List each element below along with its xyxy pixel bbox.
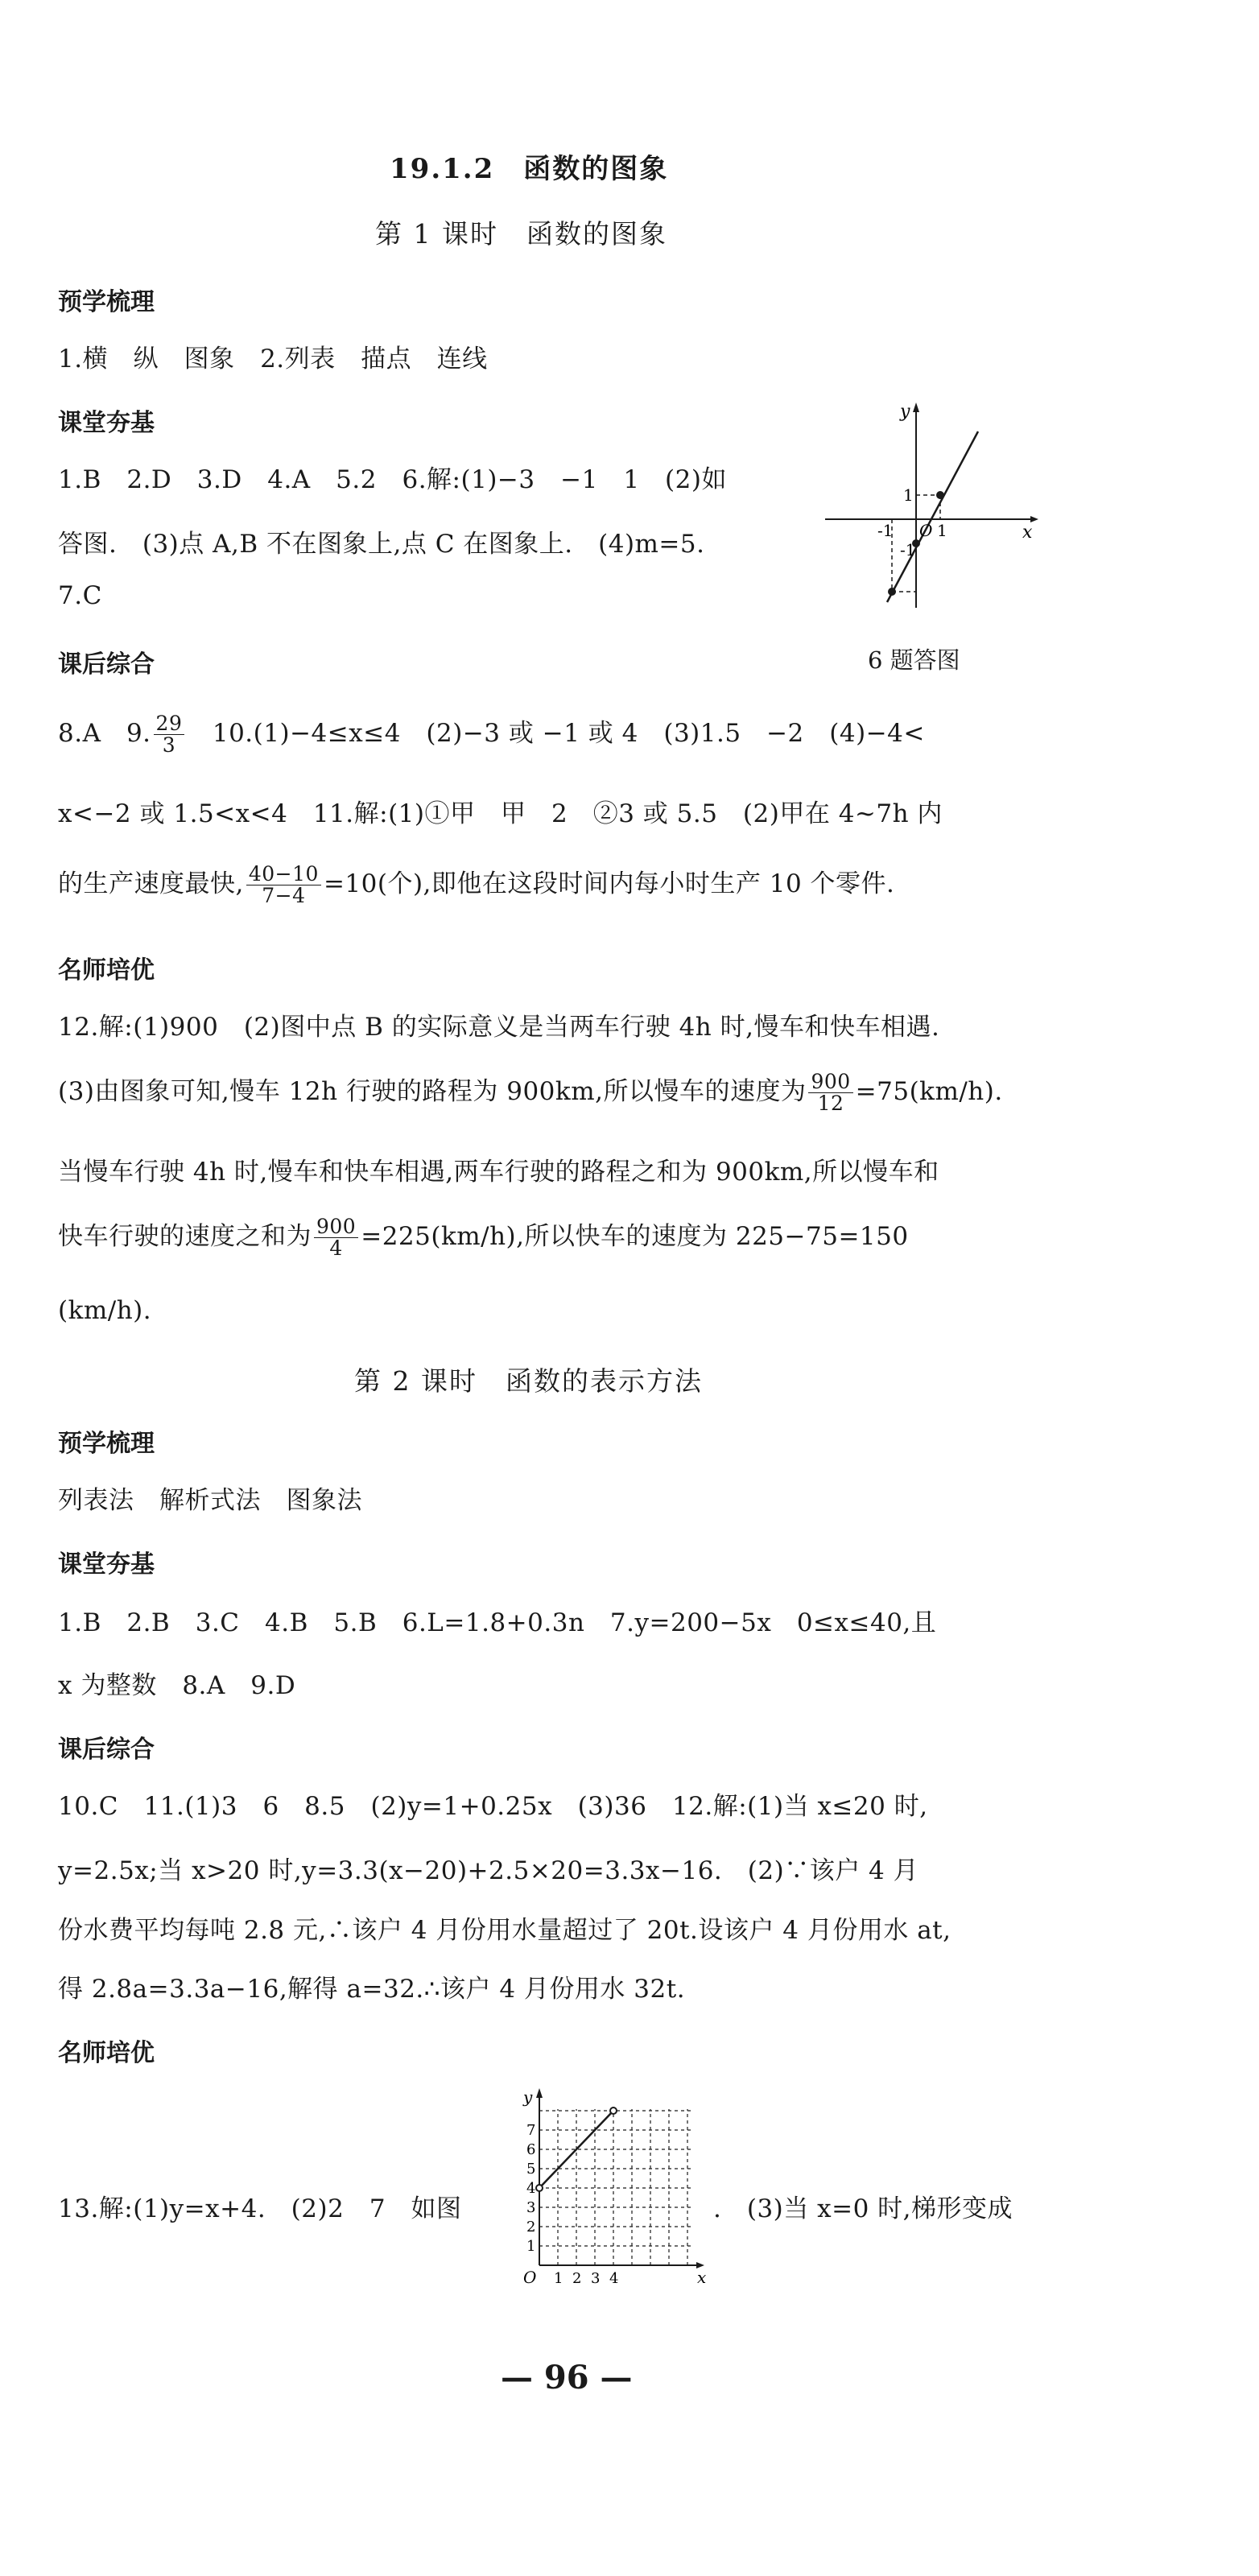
lesson-2-title: 第 2 课时 函数的表示方法 [354,1365,703,1397]
y-tick-label: 5 [526,2161,536,2178]
answer-line: x 为整数 8.A 9.D [58,1671,296,1700]
answer-line: 8.A 9. $\frac{29}{3}$ 10.(1)−4≤x≤4 (2)−3 或 −1 或 4 (3)1.5 −2 (4)−4< [58,711,925,757]
origin-label: O [919,521,933,540]
y-tick-label: 7 [526,2122,536,2139]
x-axis-label: x [697,2268,707,2286]
preview-answer: 1.横 纵 图象 2.列表 描点 连线 [58,345,488,374]
x-tick-label: 1 [554,2270,563,2286]
master-heading: 名师培优 [58,2039,155,2067]
x-tick-label: -1 [877,521,894,540]
fraction: $\frac{900}{4}$ [314,1216,358,1260]
x-tick-label: 4 [609,2270,619,2286]
origin-label: O [523,2268,537,2286]
answer-line: (km/h). [58,1296,152,1325]
y-tick-label: 4 [526,2180,536,2197]
answer-line: 1.B 2.D 3.D 4.A 5.2 6.解:(1)−3 −1 1 (2)如 [58,465,727,494]
preview-heading: 预学梳理 [58,1430,155,1458]
answer-line: 快车行驶的速度之和为 $\frac{900}{4}$ =225(km/h),所以快车的速度为 225−75=150 [58,1214,909,1260]
y-tick-label: 1 [903,485,914,505]
x-tick-label: 2 [572,2270,582,2286]
answer-line: 得 2.8a=3.3a−16,解得 a=32.∴该户 4 月份用水 32t. [58,1975,686,2004]
answer-line: 1.B 2.B 3.C 4.B 5.B 6.L=1.8+0.3n 7.y=200−5x 0≤x≤40,且 [58,1608,937,1637]
section-title: 19.1.2 函数的图象 [390,153,669,185]
lesson-1-title: 第 1 课时 函数的图象 [375,218,667,250]
answer-line: (3)由图象可知,慢车 12h 行驶的路程为 900km,所以慢车的速度为 $\frac{900}{12}$ =75(km/h). [58,1069,1003,1115]
answer-line: 12.解:(1)900 (2)图中点 B 的实际意义是当两车行驶 4h 时,慢车和快车相遇. [58,1013,940,1042]
y-tick-label: 2 [526,2219,536,2235]
answer-line: 答图. (3)点 A,B 不在图象上,点 C 在图象上. (4)m=5. [58,530,705,559]
preview-heading: 预学梳理 [58,288,155,316]
x-axis-label: x [1022,522,1033,543]
answer-line: 的生产速度最快, $\frac{40-10}{7-4}$ =10(个),即他在这段时间内每小时生产 10 个零件. [58,861,895,907]
answer-line: 份水费平均每吨 2.8 元,∴该户 4 月份用水量超过了 20t.设该户 4 月份用水 at, [58,1916,951,1945]
fraction: $\frac{900}{12}$ [808,1071,852,1115]
after-class-heading: 课后综合 [58,1736,155,1764]
master-heading: 名师培优 [58,956,155,985]
answer-line: 当慢车行驶 4h 时,慢车和快车相遇,两车行驶的路程之和为 900km,所以慢车和 [58,1158,939,1187]
answer-line: 10.C 11.(1)3 6 8.5 (2)y=1+0.25x (3)36 12.解:(1)当 x≤20 时, [58,1792,928,1821]
y-tick-label: 6 [526,2141,536,2158]
after-class-heading: 课后综合 [58,650,155,679]
class-heading: 课堂夯基 [58,1550,155,1579]
answer-line: 13.解:(1)y=x+4. (2)2 7 如图 [58,2194,462,2223]
x-tick-label: 1 [937,521,947,540]
grid-graph-figure [499,2085,708,2286]
class-heading: 课堂夯基 [58,409,155,437]
answer-line: . (3)当 x=0 时,梯形变成 [713,2194,1013,2223]
y-tick-label: 1 [526,2238,536,2255]
function-graph-figure [813,394,1055,620]
page-number: — 96 — [501,2359,633,2396]
y-tick-label: 3 [526,2199,536,2216]
y-tick-label: -1 [900,540,916,559]
fraction: $\frac{29}{3}$ [154,713,185,757]
y-axis-label: y [900,402,910,422]
answer-line: y=2.5x;当 x>20 时,y=3.3(x−20)+2.5×20=3.3x−16. (2)∵该户 4 月 [58,1856,919,1885]
answer-line: x<−2 或 1.5<x<4 11.解:(1)①甲 甲 2 ②3 或 5.5 (2)甲在 4~7h 内 [58,799,943,828]
figure-caption: 6 题答图 [868,646,960,674]
answer-line: 7.C [58,581,102,610]
y-axis-label: y [523,2087,533,2107]
x-tick-label: 3 [591,2270,601,2286]
fraction: $\frac{40-10}{7-4}$ [246,864,321,907]
preview-answer: 列表法 解析式法 图象法 [58,1486,362,1515]
